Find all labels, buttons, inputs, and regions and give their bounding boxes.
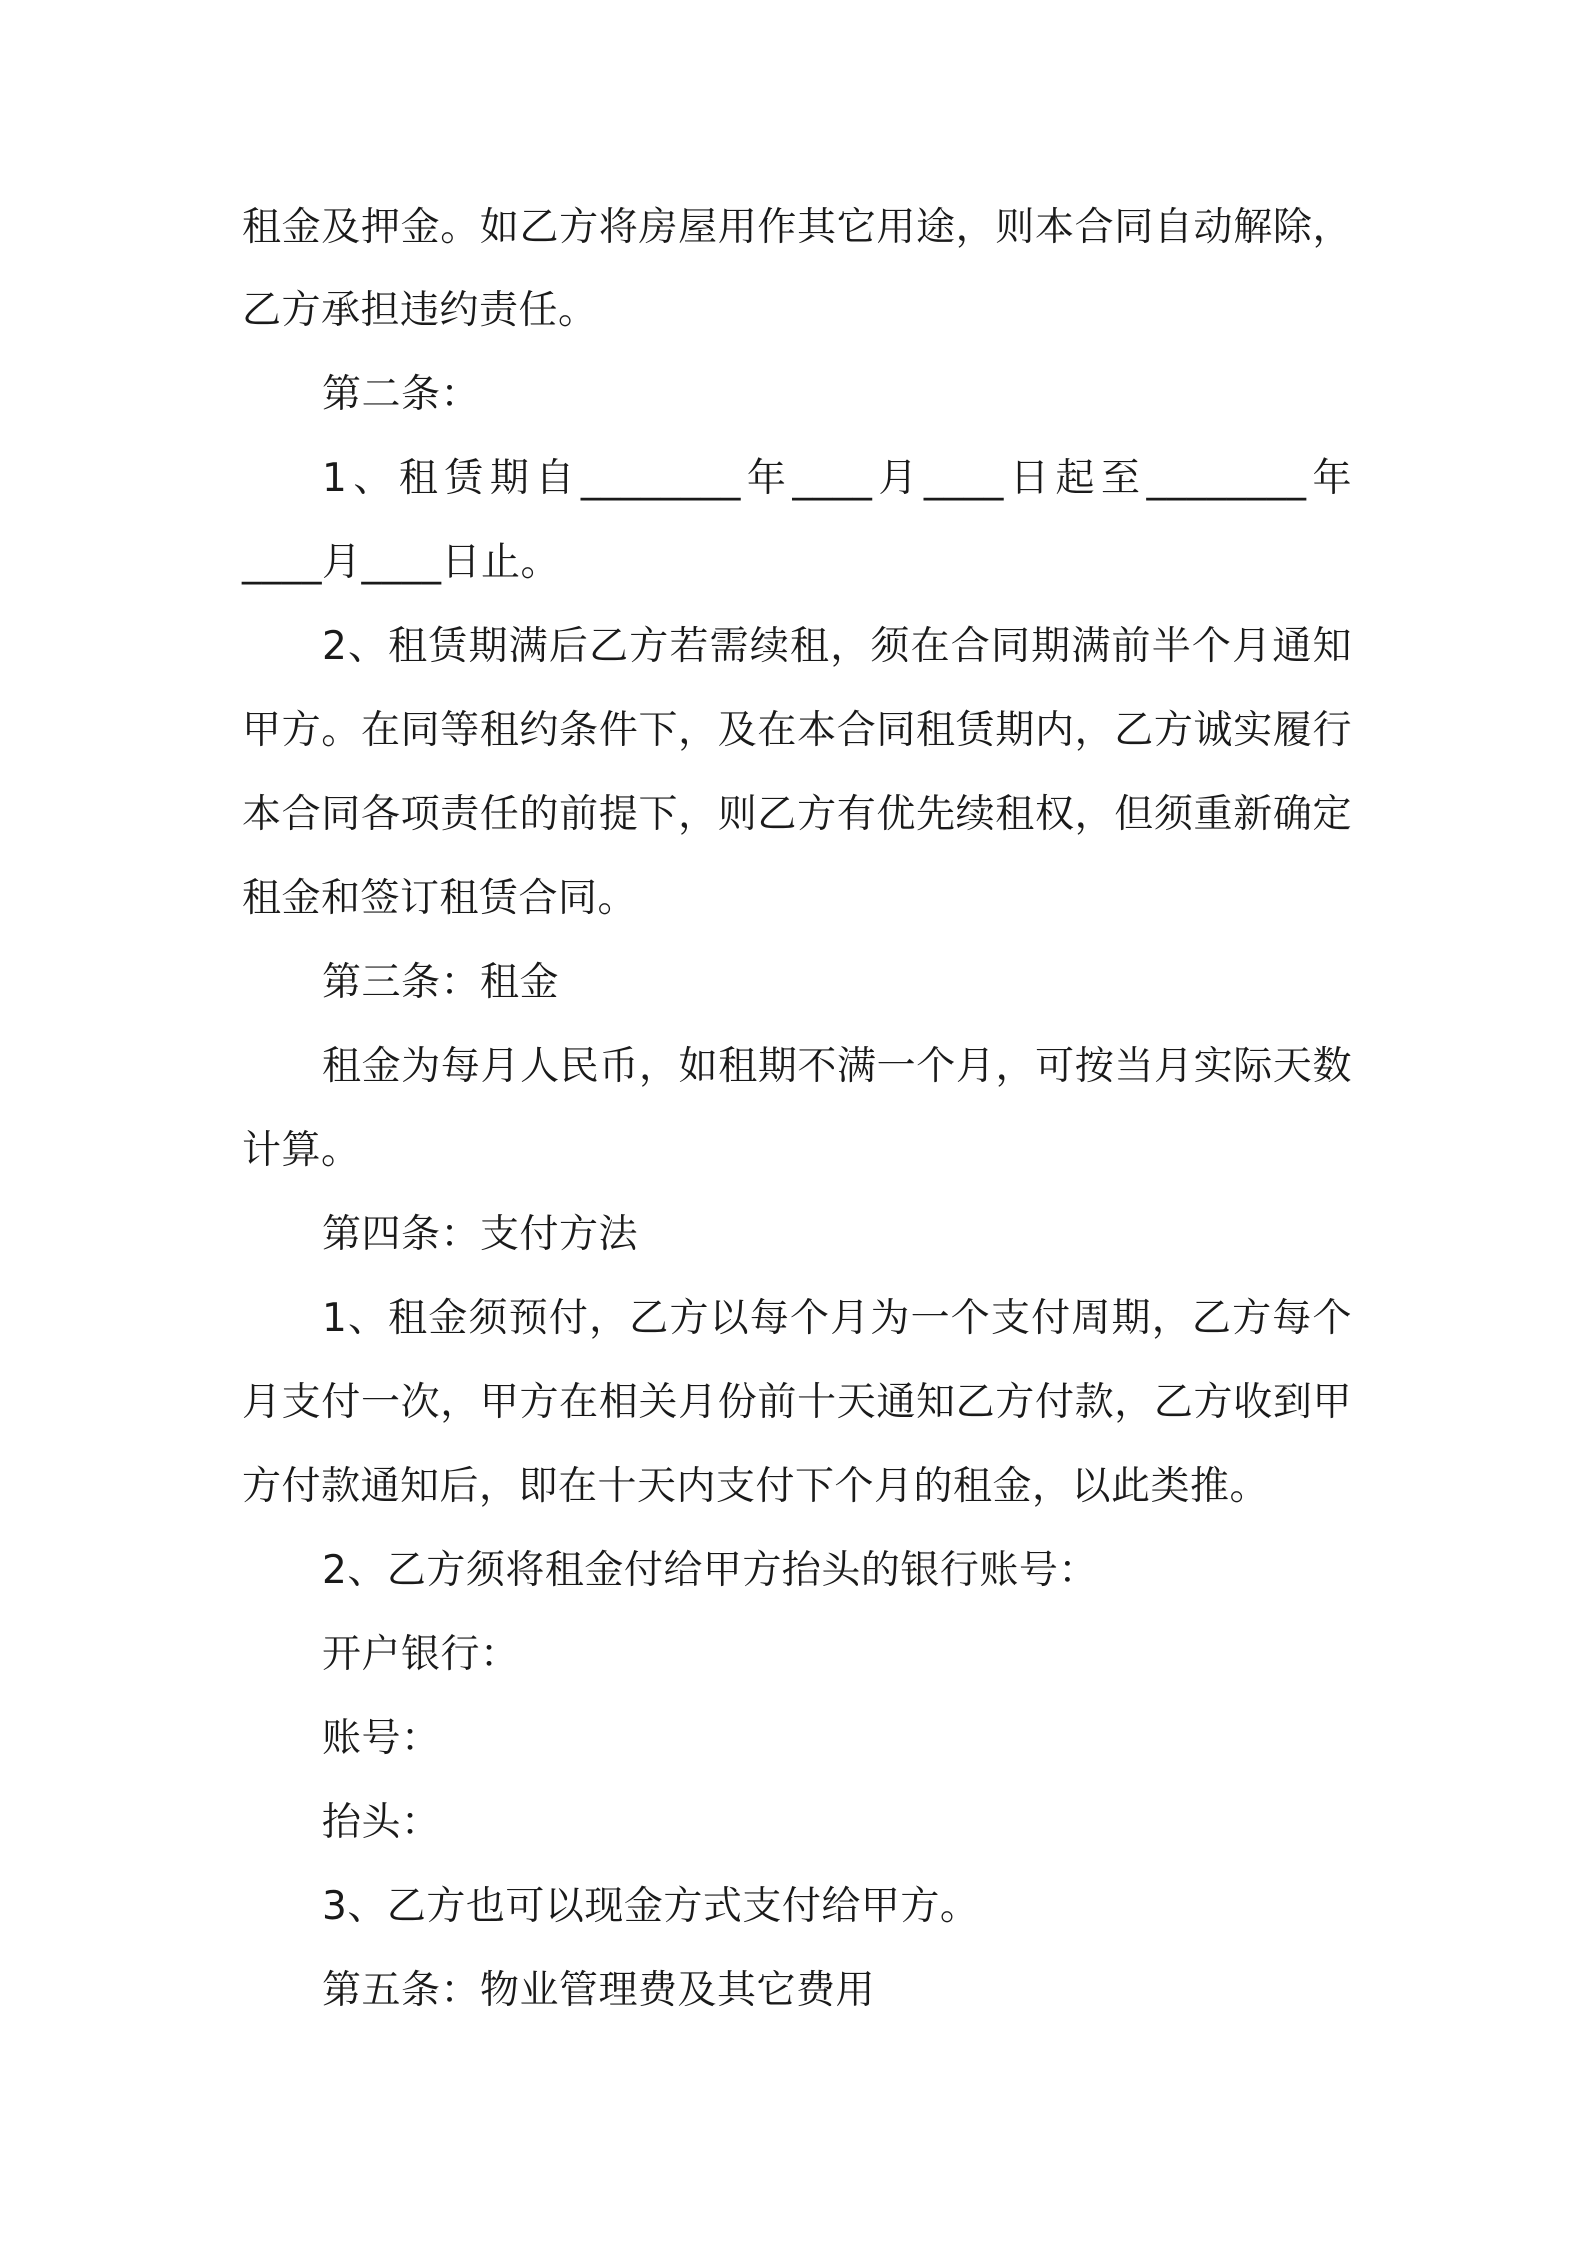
section-heading: 第二条： [322,372,481,417]
text-line: 方付款通知后，即在十天内支付下个月的租金，以此类推。 [242,1464,1270,1509]
text-line: 甲方。在同等租约条件下，及在本合同租赁期内，乙方诚实履行 [242,708,1352,753]
text-line: 3、乙方也可以现金方式支付给甲方。 [322,1884,980,1929]
section-heading: 第三条：租金 [322,960,560,1005]
text-line: 2、租赁期满后乙方若需续租，须在合同期满前半个月通知 [322,624,1352,669]
text-line: 租金和签订租赁合同。 [242,876,638,921]
section-heading: 第五条：物业管理费及其它费用 [322,1968,876,2013]
text-line: 租金及押金。如乙方将房屋用作其它用途，则本合同自动解除， [242,205,1352,250]
section-heading: 第四条：支付方法 [322,1212,639,1257]
text-line: 计算。 [242,1128,361,1173]
field-label: 开户银行： [322,1632,520,1677]
text-line: 本合同各项责任的前提下，则乙方有优先续租权，但须重新确定 [242,792,1352,837]
text-line: 租金为每月人民币，如租期不满一个月，可按当月实际天数 [322,1044,1352,1089]
text-line: 1、租赁期自________年____月____日起至________年 [322,456,1352,501]
text-line: 月支付一次，甲方在相关月份前十天通知乙方付款，乙方收到甲 [242,1380,1352,1425]
text-line: ____月____日止。 [242,540,561,585]
text-line: 1、租金须预付，乙方以每个月为一个支付周期，乙方每个 [322,1296,1352,1341]
field-label: 抬头： [322,1800,441,1845]
text-line: 2、乙方须将租金付给甲方抬头的银行账号： [322,1548,1098,1593]
text-line: 乙方承担违约责任。 [242,288,598,333]
field-label: 账号： [322,1716,441,1761]
